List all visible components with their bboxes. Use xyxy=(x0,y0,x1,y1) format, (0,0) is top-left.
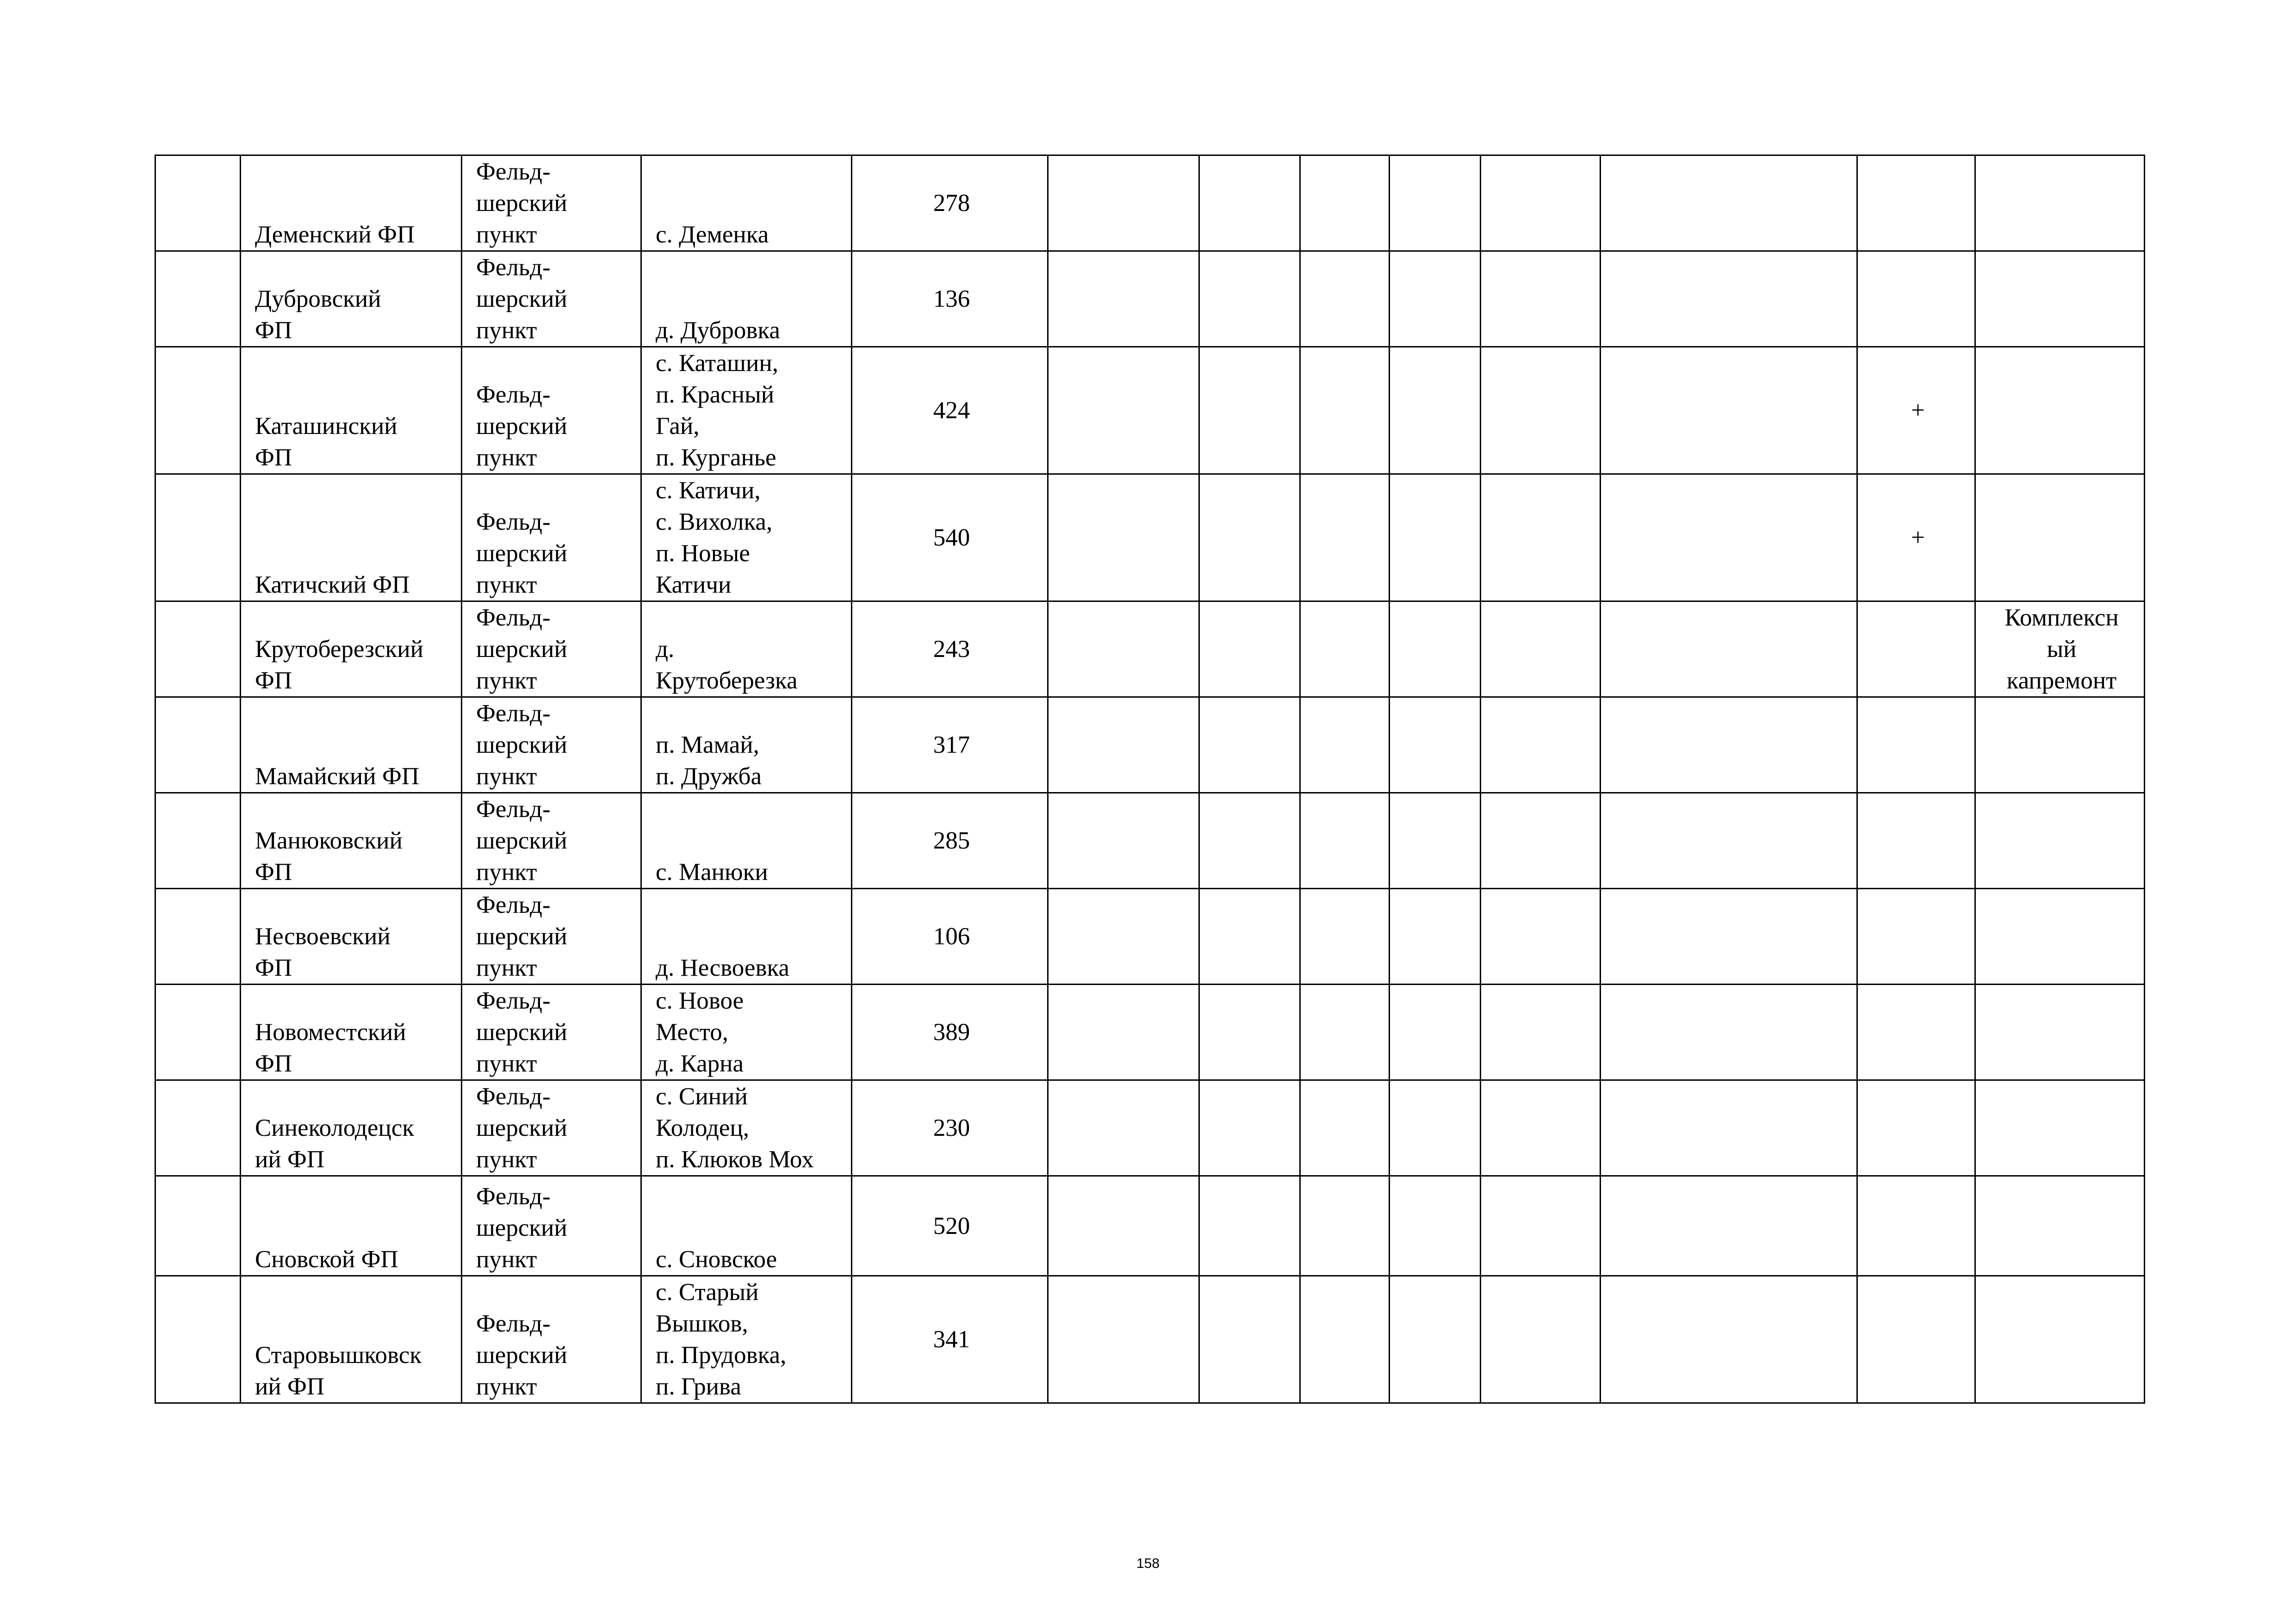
number-cell xyxy=(155,155,241,251)
note-cell xyxy=(1975,1276,2145,1403)
mark-cell xyxy=(1857,251,1975,347)
blank-cell xyxy=(1390,793,1481,889)
note-cell xyxy=(1975,1176,2145,1276)
number-cell xyxy=(155,1176,241,1276)
settlements-cell-line: с. Каташин, xyxy=(656,350,778,377)
blank-cell xyxy=(1048,1080,1199,1176)
blank-cell xyxy=(1300,793,1390,889)
facility-type-cell-line: пункт xyxy=(476,221,537,248)
blank-cell xyxy=(1199,155,1300,251)
blank-cell xyxy=(1300,347,1390,474)
mark-cell xyxy=(1857,1176,1975,1276)
blank-cell xyxy=(1390,889,1481,985)
blank-cell xyxy=(1199,347,1300,474)
table-row xyxy=(155,601,2145,697)
mark-cell xyxy=(1857,889,1975,985)
settlements-cell-line: с. Вихолка, xyxy=(656,508,773,535)
blank-cell xyxy=(1300,474,1390,601)
settlements-cell-line: с. Новое xyxy=(656,987,744,1014)
settlements-cell-line: Крутоберезка xyxy=(656,667,798,694)
blank-cell xyxy=(1048,889,1199,985)
blank-cell xyxy=(1048,985,1199,1080)
settlements-cell-line: п. Прудовка, xyxy=(656,1342,787,1369)
mark-cell xyxy=(1857,697,1975,793)
settlements-cell-line: д. xyxy=(656,636,675,663)
table-row xyxy=(155,793,2145,889)
table-row xyxy=(155,697,2145,793)
blank-cell xyxy=(1300,251,1390,347)
facility-name-cell xyxy=(241,1176,462,1276)
blank-cell xyxy=(1390,601,1481,697)
facility-type-cell-line: шерский xyxy=(476,190,567,217)
facility-type-cell-line: шерский xyxy=(476,923,567,950)
blank-cell xyxy=(1300,697,1390,793)
blank-cell xyxy=(1601,889,1857,985)
blank-cell xyxy=(1601,985,1857,1080)
facility-type-cell-line: шерский xyxy=(476,827,567,854)
facility-type-cell xyxy=(462,1276,641,1403)
table-row xyxy=(155,1080,2145,1176)
settlements-cell xyxy=(641,1176,852,1276)
blank-cell xyxy=(1199,474,1300,601)
blank-cell xyxy=(1390,1176,1481,1276)
settlements-cell xyxy=(641,697,852,793)
blank-cell xyxy=(1481,793,1601,889)
facility-type-cell xyxy=(462,697,641,793)
mark-cell xyxy=(1857,985,1975,1080)
note-cell xyxy=(1975,474,2145,601)
facility-name-cell xyxy=(241,793,462,889)
settlements-cell xyxy=(641,601,852,697)
facility-name-cell-line: ФП xyxy=(255,317,292,344)
blank-cell xyxy=(1048,793,1199,889)
settlements-cell xyxy=(641,251,852,347)
facility-name-cell-line: Новоместский xyxy=(255,1019,406,1046)
blank-cell xyxy=(1048,697,1199,793)
blank-cell xyxy=(1481,889,1601,985)
table-row xyxy=(155,155,2145,251)
settlements-cell xyxy=(641,1080,852,1176)
facility-type-cell-line: шерский xyxy=(476,413,567,440)
facility-type-cell xyxy=(462,1080,641,1176)
blank-cell xyxy=(1048,1176,1199,1276)
number-cell xyxy=(155,1080,241,1176)
settlements-cell-line: Колодец, xyxy=(656,1115,750,1141)
facility-type-cell xyxy=(462,155,641,251)
blank-cell xyxy=(1199,1080,1300,1176)
facility-type-cell-line: Фельд- xyxy=(476,1183,551,1210)
facility-name-cell-line: Каташинский xyxy=(255,413,397,440)
facility-type-cell xyxy=(462,793,641,889)
blank-cell xyxy=(1199,985,1300,1080)
facility-name-cell-line: ий ФП xyxy=(255,1146,325,1173)
facility-name-cell-line: ФП xyxy=(255,954,292,981)
page-number: 158 xyxy=(1136,1556,1160,1571)
settlements-cell-line: с. Катичи, xyxy=(656,477,761,504)
facility-type-cell-line: пункт xyxy=(476,1246,537,1273)
facility-type-cell-line: Фельд- xyxy=(476,892,551,918)
note-cell xyxy=(1975,697,2145,793)
facility-name-cell xyxy=(241,155,462,251)
settlements-cell xyxy=(641,793,852,889)
facility-name-cell-line: Деменский ФП xyxy=(255,221,415,248)
blank-cell xyxy=(1481,601,1601,697)
note-cell xyxy=(1975,793,2145,889)
facility-type-cell xyxy=(462,601,641,697)
facility-type-cell xyxy=(462,474,641,601)
blank-cell xyxy=(1300,889,1390,985)
number-cell xyxy=(155,697,241,793)
table-body xyxy=(155,155,2145,1403)
facility-type-cell-line: Фельд- xyxy=(476,381,551,408)
facility-name-cell-line: ФП xyxy=(255,1050,292,1077)
blank-cell xyxy=(1300,1080,1390,1176)
number-cell xyxy=(155,474,241,601)
facility-name-cell-line: Мамайский ФП xyxy=(255,763,420,790)
facility-type-cell-line: Фельд- xyxy=(476,508,551,535)
facility-type-cell-line: пункт xyxy=(476,859,537,886)
facility-name-cell xyxy=(241,889,462,985)
facility-type-cell-line: Фельд- xyxy=(476,254,551,281)
facility-type-cell-line: пункт xyxy=(476,954,537,981)
note-cell xyxy=(1975,601,2145,697)
settlements-cell xyxy=(641,155,852,251)
blank-cell xyxy=(1048,155,1199,251)
settlements-cell-line: с. Манюки xyxy=(656,859,768,886)
table-row xyxy=(155,251,2145,347)
mark-cell: + xyxy=(1857,347,1975,474)
facility-name-cell xyxy=(241,985,462,1080)
note-cell-line: Комплексн xyxy=(2004,604,2119,631)
note-cell xyxy=(1975,1080,2145,1176)
blank-cell xyxy=(1601,601,1857,697)
facilities-table xyxy=(155,155,2145,1404)
blank-cell xyxy=(1390,1080,1481,1176)
blank-cell xyxy=(1300,1176,1390,1276)
settlements-cell-line: с. Старый xyxy=(656,1279,759,1306)
settlements-cell xyxy=(641,347,852,474)
blank-cell xyxy=(1601,474,1857,601)
blank-cell xyxy=(1481,155,1601,251)
facility-type-cell-line: пункт xyxy=(476,317,537,344)
facility-name-cell-line: Синеколодецск xyxy=(255,1115,415,1141)
settlements-cell-line: п. Мамай, xyxy=(656,731,759,758)
number-cell xyxy=(155,985,241,1080)
blank-cell xyxy=(1481,1080,1601,1176)
settlements-cell xyxy=(641,889,852,985)
facility-type-cell-line: шерский xyxy=(476,731,567,758)
table-row xyxy=(155,889,2145,985)
blank-cell xyxy=(1199,251,1300,347)
note-cell xyxy=(1975,985,2145,1080)
note-cell-line: ый xyxy=(2047,636,2077,663)
facility-name-cell xyxy=(241,251,462,347)
settlements-cell-line: п. Курганье xyxy=(656,444,776,471)
note-cell xyxy=(1975,155,2145,251)
table-row xyxy=(155,347,2145,474)
settlements-cell-line: Место, xyxy=(656,1019,729,1046)
facility-type-cell-line: шерский xyxy=(476,1019,567,1046)
blank-cell xyxy=(1300,601,1390,697)
facility-name-cell-line: Дубровский xyxy=(255,285,381,312)
table-row xyxy=(155,985,2145,1080)
blank-cell xyxy=(1048,601,1199,697)
blank-cell xyxy=(1481,1176,1601,1276)
settlements-cell-line: п. Красный xyxy=(656,381,775,408)
table-row xyxy=(155,1176,2145,1276)
facility-name-cell-line: Крутоберезский xyxy=(255,636,424,663)
facility-name-cell-line: ФП xyxy=(255,667,292,694)
settlements-cell-line: п. Клюков Мох xyxy=(656,1146,814,1173)
facility-type-cell-line: шерский xyxy=(476,1342,567,1369)
facility-type-cell-line: Фельд- xyxy=(476,700,551,727)
settlements-cell-line: с. Сновское xyxy=(656,1246,777,1273)
facility-type-cell-line: пункт xyxy=(476,1373,537,1400)
table-row xyxy=(155,1276,2145,1403)
blank-cell xyxy=(1390,474,1481,601)
population-cell: 230 xyxy=(852,1080,1048,1176)
blank-cell xyxy=(1300,1276,1390,1403)
facility-type-cell xyxy=(462,889,641,985)
number-cell xyxy=(155,601,241,697)
blank-cell xyxy=(1199,793,1300,889)
settlements-cell-line: Гай, xyxy=(656,413,700,440)
settlements-cell xyxy=(641,474,852,601)
facility-type-cell-line: пункт xyxy=(476,444,537,471)
blank-cell xyxy=(1481,697,1601,793)
note-cell xyxy=(1975,347,2145,474)
blank-cell xyxy=(1390,985,1481,1080)
facility-type-cell xyxy=(462,1176,641,1276)
blank-cell xyxy=(1601,1276,1857,1403)
blank-cell xyxy=(1601,347,1857,474)
mark-cell xyxy=(1857,1276,1975,1403)
blank-cell xyxy=(1601,793,1857,889)
facility-type-cell-line: Фельд- xyxy=(476,987,551,1014)
number-cell xyxy=(155,347,241,474)
settlements-cell-line: Катичи xyxy=(656,571,732,598)
facility-type-cell xyxy=(462,251,641,347)
facility-type-cell-line: пункт xyxy=(476,1050,537,1077)
facility-type-cell xyxy=(462,985,641,1080)
facility-type-cell-line: пункт xyxy=(476,667,537,694)
facility-type-cell xyxy=(462,347,641,474)
number-cell xyxy=(155,1276,241,1403)
mark-cell xyxy=(1857,155,1975,251)
number-cell xyxy=(155,889,241,985)
mark-cell xyxy=(1857,1080,1975,1176)
population-cell: 317 xyxy=(852,697,1048,793)
blank-cell xyxy=(1048,347,1199,474)
settlements-cell-line: с. Синий xyxy=(656,1083,748,1110)
facility-type-cell-line: Фельд- xyxy=(476,604,551,631)
blank-cell xyxy=(1481,474,1601,601)
settlements-cell-line: д. Несвоевка xyxy=(656,954,789,981)
blank-cell xyxy=(1481,251,1601,347)
facility-name-cell-line: Сновской ФП xyxy=(255,1246,398,1273)
blank-cell xyxy=(1390,155,1481,251)
facility-name-cell-line: Несвоевский xyxy=(255,923,391,950)
blank-cell xyxy=(1601,697,1857,793)
facility-type-cell-line: пункт xyxy=(476,571,537,598)
settlements-cell-line: д. Карна xyxy=(656,1050,744,1077)
facility-type-cell-line: шерский xyxy=(476,636,567,663)
facility-name-cell xyxy=(241,1080,462,1176)
note-cell-line: капремонт xyxy=(2006,667,2117,694)
blank-cell xyxy=(1601,1080,1857,1176)
note-cell xyxy=(1975,889,2145,985)
settlements-cell-line: п. Грива xyxy=(656,1373,741,1400)
blank-cell xyxy=(1199,1176,1300,1276)
facility-name-cell-line: Манюковский xyxy=(255,827,403,854)
blank-cell xyxy=(1300,155,1390,251)
blank-cell xyxy=(1199,889,1300,985)
facility-type-cell-line: шерский xyxy=(476,1214,567,1241)
blank-cell xyxy=(1048,474,1199,601)
population-cell: 106 xyxy=(852,889,1048,985)
facility-type-cell-line: шерский xyxy=(476,1115,567,1141)
note-cell xyxy=(1975,251,2145,347)
blank-cell xyxy=(1199,601,1300,697)
population-cell: 520 xyxy=(852,1176,1048,1276)
facility-type-cell-line: пункт xyxy=(476,1146,537,1173)
blank-cell xyxy=(1048,1276,1199,1403)
blank-cell xyxy=(1601,1176,1857,1276)
facility-name-cell xyxy=(241,1276,462,1403)
settlements-cell xyxy=(641,1276,852,1403)
mark-cell xyxy=(1857,793,1975,889)
blank-cell xyxy=(1601,155,1857,251)
facility-type-cell-line: пункт xyxy=(476,763,537,790)
mark-cell xyxy=(1857,601,1975,697)
blank-cell xyxy=(1390,347,1481,474)
blank-cell xyxy=(1300,985,1390,1080)
blank-cell xyxy=(1390,697,1481,793)
facility-type-cell-line: Фельд- xyxy=(476,796,551,823)
blank-cell xyxy=(1199,697,1300,793)
facility-type-cell-line: Фельд- xyxy=(476,1310,551,1337)
facility-name-cell xyxy=(241,474,462,601)
population-cell: 278 xyxy=(852,155,1048,251)
population-cell: 341 xyxy=(852,1276,1048,1403)
blank-cell xyxy=(1390,251,1481,347)
population-cell: 424 xyxy=(852,347,1048,474)
blank-cell xyxy=(1048,251,1199,347)
number-cell xyxy=(155,251,241,347)
population-cell: 136 xyxy=(852,251,1048,347)
table-row xyxy=(155,474,2145,601)
mark-cell: + xyxy=(1857,474,1975,601)
blank-cell xyxy=(1601,251,1857,347)
blank-cell xyxy=(1481,985,1601,1080)
facility-name-cell-line: ФП xyxy=(255,859,292,886)
settlements-cell-line: д. Дубровка xyxy=(656,317,780,344)
settlements-cell-line: п. Новые xyxy=(656,540,750,567)
facility-name-cell-line: Катичский ФП xyxy=(255,571,410,598)
blank-cell xyxy=(1481,347,1601,474)
facility-type-cell-line: шерский xyxy=(476,285,567,312)
facility-name-cell xyxy=(241,347,462,474)
settlements-cell-line: п. Дружба xyxy=(656,763,762,790)
settlements-cell-line: с. Деменка xyxy=(656,221,769,248)
facility-type-cell-line: шерский xyxy=(476,540,567,567)
blank-cell xyxy=(1390,1276,1481,1403)
settlements-cell xyxy=(641,985,852,1080)
facility-type-cell-line: Фельд- xyxy=(476,158,551,185)
facility-name-cell xyxy=(241,697,462,793)
population-cell: 243 xyxy=(852,601,1048,697)
blank-cell xyxy=(1199,1276,1300,1403)
facility-name-cell xyxy=(241,601,462,697)
blank-cell xyxy=(1481,1276,1601,1403)
population-cell: 389 xyxy=(852,985,1048,1080)
facility-name-cell-line: Старовышковск xyxy=(255,1342,422,1369)
population-cell: 285 xyxy=(852,793,1048,889)
settlements-cell-line: Вышков, xyxy=(656,1310,748,1337)
population-cell: 540 xyxy=(852,474,1048,601)
facility-name-cell-line: ФП xyxy=(255,444,292,471)
number-cell xyxy=(155,793,241,889)
facility-name-cell-line: ий ФП xyxy=(255,1373,325,1400)
facility-type-cell-line: Фельд- xyxy=(476,1083,551,1110)
